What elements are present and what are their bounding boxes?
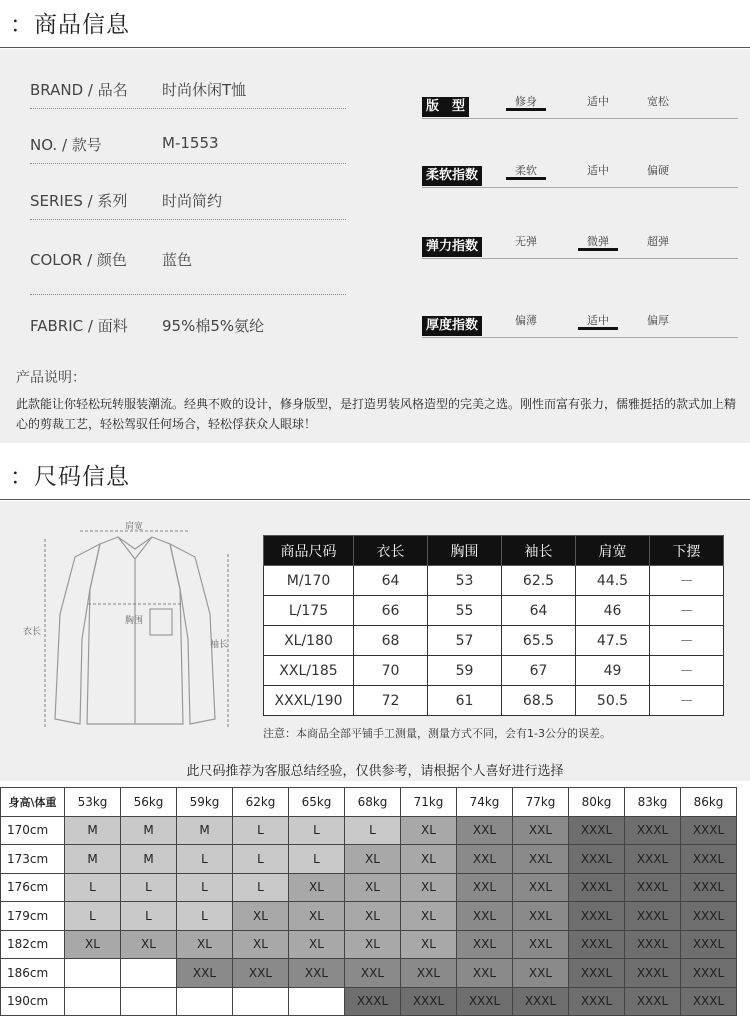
size-cell: XXL	[457, 816, 513, 845]
size-cell: XXL	[345, 959, 401, 988]
size-cell: M	[121, 845, 177, 874]
size-cell	[289, 987, 345, 1016]
weight-header: 80kg	[569, 788, 625, 817]
size-cell: L	[121, 873, 177, 902]
table-cell: －	[650, 566, 724, 596]
attribute-option: 偏厚	[647, 314, 669, 327]
size-cell: XXXL	[625, 930, 681, 959]
size-cell: XXL	[457, 959, 513, 988]
size-recommend-grid	[0, 787, 737, 1016]
size-cell: L	[233, 873, 289, 902]
table-cell: 61	[428, 686, 502, 716]
field-fabric	[30, 315, 346, 345]
size-cell: XXXL	[681, 816, 737, 845]
attribute-row	[422, 316, 738, 338]
size-cell: XXL	[457, 902, 513, 931]
table-cell: 72	[354, 686, 428, 716]
size-cell	[65, 987, 121, 1016]
table-cell: XL/180	[264, 626, 354, 656]
table-cell: 55	[428, 596, 502, 626]
size-cell: XXXL	[569, 845, 625, 874]
table-cell: 66	[354, 596, 428, 626]
weight-header: 71kg	[401, 788, 457, 817]
size-cell: XXL	[513, 930, 569, 959]
attribute-option: 无弹	[515, 235, 537, 248]
table-cell: 62.5	[502, 566, 576, 596]
table-row	[264, 566, 724, 596]
height-label: 186cm	[1, 959, 65, 988]
size-cell: XXXL	[625, 987, 681, 1016]
field-key: SERIES / 系列	[30, 192, 128, 210]
weight-header: 59kg	[177, 788, 233, 817]
pocket-outline	[150, 609, 172, 635]
size-cell: XXXL	[625, 845, 681, 874]
table-cell: 64	[354, 566, 428, 596]
size-table-header: 衣长	[354, 536, 428, 566]
field-key: FABRIC / 面料	[30, 317, 128, 335]
size-cell: XL	[289, 902, 345, 931]
table-cell: XXL/185	[264, 656, 354, 686]
size-cell: XXXL	[625, 902, 681, 931]
size-cell: XL	[345, 873, 401, 902]
size-cell	[65, 959, 121, 988]
sleeve-label: 袖长	[210, 640, 229, 650]
size-table-header: 袖长	[502, 536, 576, 566]
size-cell: XXXL	[569, 959, 625, 988]
attribute-row	[422, 97, 738, 119]
field-value: M-1553	[162, 134, 219, 152]
size-cell: L	[177, 902, 233, 931]
size-cell: XXXL	[569, 987, 625, 1016]
table-row	[1, 902, 737, 931]
section-title: ：尺码信息	[10, 464, 130, 490]
size-cell: XL	[401, 902, 457, 931]
size-cell: XL	[345, 845, 401, 874]
size-cell: XL	[401, 816, 457, 845]
size-cell: XXL	[513, 873, 569, 902]
size-cell: XL	[401, 873, 457, 902]
size-cell: XXXL	[401, 987, 457, 1016]
attribute-label: 柔软指数	[422, 166, 482, 186]
weight-header: 86kg	[681, 788, 737, 817]
attribute-option: 柔软	[506, 162, 546, 180]
table-row	[264, 656, 724, 686]
attribute-option: 偏硬	[647, 164, 669, 177]
weight-header: 68kg	[345, 788, 401, 817]
field-key: NO. / 款号	[30, 136, 102, 154]
size-cell: XL	[289, 873, 345, 902]
field-color	[30, 249, 346, 295]
size-cell: XL	[345, 930, 401, 959]
size-cell: XL	[233, 930, 289, 959]
attribute-option: 修身	[506, 93, 546, 111]
attribute-option: 宽松	[647, 95, 669, 108]
desc-title: 产品说明：	[16, 370, 86, 386]
size-cell: XXXL	[569, 930, 625, 959]
right-sleeve-outline	[170, 544, 215, 724]
table-row	[1, 873, 737, 902]
size-table-header: 下摆	[650, 536, 724, 566]
table-row	[1, 816, 737, 845]
weight-header: 77kg	[513, 788, 569, 817]
table-cell: 68.5	[502, 686, 576, 716]
shoulder-label: 肩宽	[125, 522, 144, 532]
measure-note: 注意：本商品全部平铺手工测量，测量方式不同，会有1-3公分的误差。	[263, 727, 611, 740]
table-cell: －	[650, 656, 724, 686]
table-cell: 64	[502, 596, 576, 626]
size-cell: XXL	[513, 902, 569, 931]
size-cell: XXXL	[681, 902, 737, 931]
weight-header: 74kg	[457, 788, 513, 817]
table-row	[1, 987, 737, 1016]
size-cell: XXXL	[569, 902, 625, 931]
length-label: 衣长	[23, 627, 42, 637]
size-info-panel	[0, 501, 750, 781]
attribute-label: 版 型	[422, 97, 469, 117]
size-cell: XL	[233, 902, 289, 931]
product-description: 此款能让你轻松玩转服装潮流。经典不败的设计，修身版型，是打造男装风格造型的完美之选。刚性而富有张力，儒雅挺括的款式加上精心的剪裁工艺，轻松驾驭任何场合，轻松俘获众人眼球！	[16, 397, 737, 431]
field-value: 蓝色	[162, 251, 193, 269]
table-cell: 70	[354, 656, 428, 686]
field-no	[30, 134, 346, 164]
height-label: 190cm	[1, 987, 65, 1016]
size-cell: XL	[345, 902, 401, 931]
table-cell: L/175	[264, 596, 354, 626]
table-row	[264, 596, 724, 626]
attribute-label: 弹力指数	[422, 237, 482, 257]
size-cell: XL	[401, 845, 457, 874]
table-cell: 47.5	[576, 626, 650, 656]
size-cell: XXL	[457, 845, 513, 874]
table-row	[1, 845, 737, 874]
size-cell: L	[289, 845, 345, 874]
left-sleeve-outline	[55, 544, 100, 724]
attribute-option: 微弹	[578, 233, 618, 251]
size-cell: XXL	[233, 959, 289, 988]
size-cell: XXL	[513, 816, 569, 845]
size-cell: XXXL	[513, 987, 569, 1016]
attribute-row	[422, 237, 738, 259]
size-cell	[121, 987, 177, 1016]
size-cell: M	[65, 845, 121, 874]
size-cell: XXXL	[625, 816, 681, 845]
size-cell: XXXL	[625, 959, 681, 988]
table-row	[1, 930, 737, 959]
table-cell: －	[650, 626, 724, 656]
table-cell: 44.5	[576, 566, 650, 596]
size-cell: XXXL	[681, 987, 737, 1016]
field-value: 时尚简约	[162, 192, 223, 210]
weight-header: 53kg	[65, 788, 121, 817]
table-cell: M/170	[264, 566, 354, 596]
attribute-option: 适中	[578, 312, 618, 330]
size-cell: XL	[177, 930, 233, 959]
size-table-header: 胸围	[428, 536, 502, 566]
size-cell: XXXL	[681, 845, 737, 874]
size-cell: XL	[121, 930, 177, 959]
size-cell: M	[65, 816, 121, 845]
table-cell: 68	[354, 626, 428, 656]
size-cell: M	[121, 816, 177, 845]
attribute-option: 偏薄	[515, 314, 537, 327]
height-label: 179cm	[1, 902, 65, 931]
weight-header: 65kg	[289, 788, 345, 817]
table-cell: 59	[428, 656, 502, 686]
size-cell: L	[289, 816, 345, 845]
height-label: 182cm	[1, 930, 65, 959]
shirt-diagram	[20, 519, 250, 739]
size-cell: XXL	[513, 845, 569, 874]
product-info-header	[0, 0, 750, 48]
size-cell: XXXL	[569, 816, 625, 845]
size-cell: XXXL	[457, 987, 513, 1016]
size-cell: XXL	[457, 930, 513, 959]
size-cell: L	[121, 902, 177, 931]
table-row	[264, 626, 724, 656]
size-cell: L	[233, 816, 289, 845]
height-label: 173cm	[1, 845, 65, 874]
table-cell: －	[650, 686, 724, 716]
table-row	[264, 686, 724, 716]
size-cell: XXL	[177, 959, 233, 988]
field-key: BRAND / 品名	[30, 81, 128, 99]
attribute-row	[422, 166, 738, 188]
table-row	[1, 959, 737, 988]
attribute-option: 适中	[587, 95, 609, 108]
size-cell: XXL	[457, 873, 513, 902]
size-table	[263, 535, 724, 716]
table-cell: 49	[576, 656, 650, 686]
size-cell: XXL	[513, 959, 569, 988]
size-cell	[233, 987, 289, 1016]
size-cell	[121, 959, 177, 988]
table-cell: 65.5	[502, 626, 576, 656]
size-cell: XXL	[289, 959, 345, 988]
size-cell: XL	[401, 930, 457, 959]
product-info-panel	[0, 49, 750, 443]
size-table-header: 肩宽	[576, 536, 650, 566]
weight-header: 83kg	[625, 788, 681, 817]
weight-header: 62kg	[233, 788, 289, 817]
size-cell: XXXL	[681, 930, 737, 959]
grid-corner: 身高\体重	[1, 788, 65, 817]
size-cell: L	[345, 816, 401, 845]
height-label: 170cm	[1, 816, 65, 845]
size-table-header: 商品尺码	[264, 536, 354, 566]
field-brand	[30, 79, 346, 109]
weight-header: 56kg	[121, 788, 177, 817]
section-title: ：商品信息	[10, 12, 130, 38]
size-cell: XXXL	[681, 873, 737, 902]
height-label: 176cm	[1, 873, 65, 902]
size-cell: L	[65, 873, 121, 902]
recommend-title: 此尺码推荐为客服总结经验，仅供参考，请根据个人喜好进行选择	[186, 764, 564, 779]
field-value: 时尚休闲T恤	[162, 81, 247, 99]
table-cell: 67	[502, 656, 576, 686]
chest-label: 胸围	[125, 616, 144, 626]
attribute-option: 超弹	[647, 235, 669, 248]
field-key: COLOR / 颜色	[30, 251, 127, 269]
table-cell: 46	[576, 596, 650, 626]
size-cell: L	[177, 845, 233, 874]
size-cell: L	[65, 902, 121, 931]
table-cell: 53	[428, 566, 502, 596]
size-cell: XXXL	[681, 959, 737, 988]
field-value: 95%棉5%氨纶	[162, 317, 265, 335]
table-cell: XXXL/190	[264, 686, 354, 716]
size-info-header	[0, 452, 750, 500]
size-cell: M	[177, 816, 233, 845]
table-cell: －	[650, 596, 724, 626]
size-cell: XXXL	[345, 987, 401, 1016]
size-cell: XXL	[401, 959, 457, 988]
size-cell: XXXL	[569, 873, 625, 902]
size-cell: L	[233, 845, 289, 874]
table-cell: 57	[428, 626, 502, 656]
size-cell	[177, 987, 233, 1016]
attribute-option: 适中	[587, 164, 609, 177]
size-cell: XL	[289, 930, 345, 959]
attribute-label: 厚度指数	[422, 316, 482, 336]
field-series	[30, 190, 346, 220]
table-cell: 50.5	[576, 686, 650, 716]
size-cell: L	[177, 873, 233, 902]
size-cell: XXXL	[625, 873, 681, 902]
size-cell: XL	[65, 930, 121, 959]
